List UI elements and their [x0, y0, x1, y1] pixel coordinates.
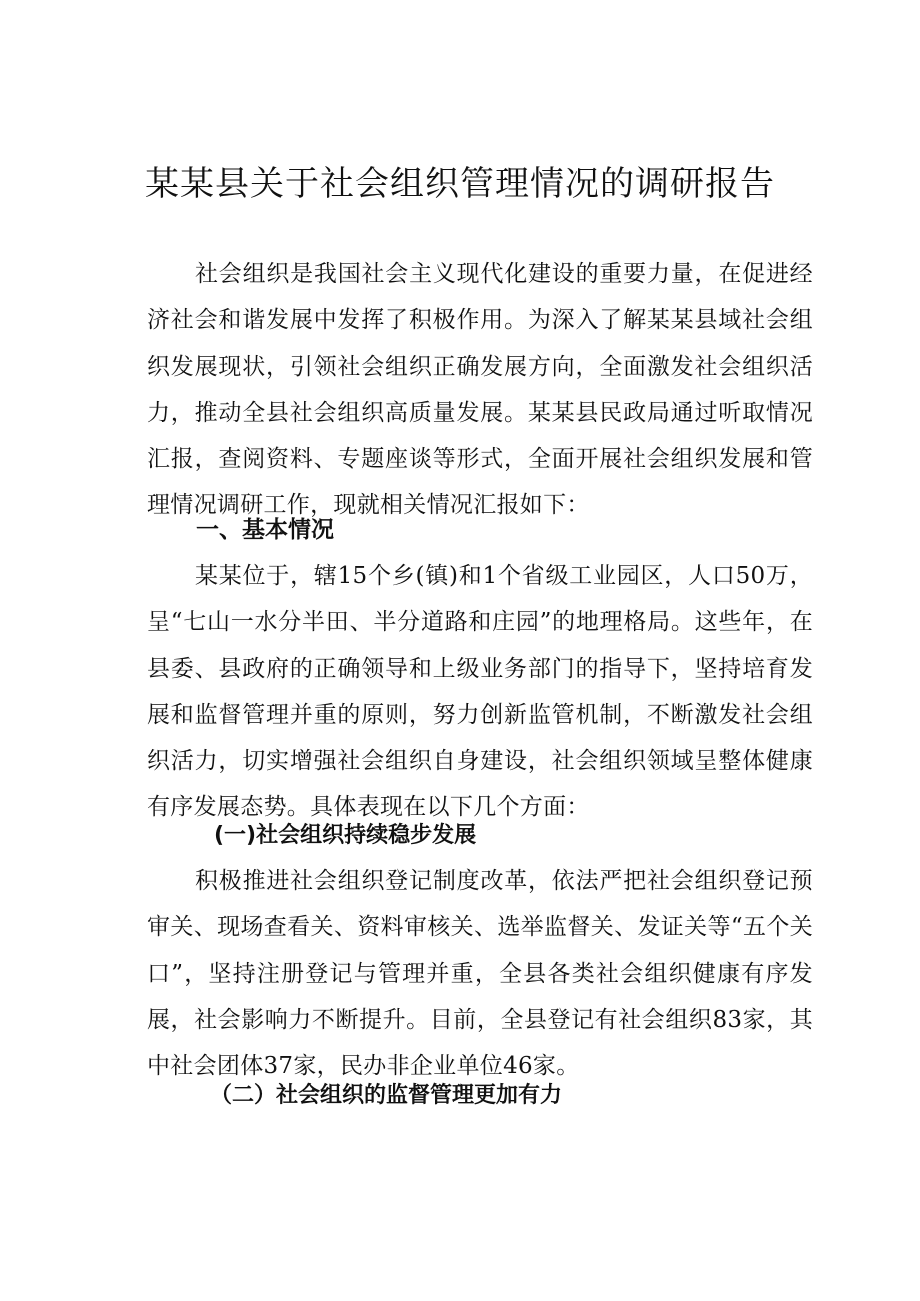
subsection-heading-supervision: （二）社会组织的监督管理更加有力: [210, 1083, 563, 1108]
document-title: 某某县关于社会组织管理情况的调研报告: [145, 164, 775, 204]
steady-development-paragraph: 积极推进社会组织登记制度改革，依法严把社会组织登记预审关、现场查看关、资料审核关、选举监督关、发证关等“五个关口”，坚持注册登记与管理并重，全县各类社会组织健康有序发展，社会影响力不断提升。目前，全县登记有社会组织83家，其中社会团体37家，民办非企业单位46家。: [147, 868, 813, 1080]
basic-info-paragraph: 某某位于，辖15个乡(镇)和1个省级工业园区，人口50万，呈“七山一水分半田、半分道路和庄园”的地理格局。这些年，在县委、县政府的正确领导和上级业务部门的指导下，坚持培育发展和监督管理并重的原则，努力创新监管机制，不断激发社会组织活力，切实增强社会组织自身建设，社会组织领域呈整体健康有序发展态势。具体表现在以下几个方面：: [147, 563, 813, 821]
subsection-heading-steady-development: (一)社会组织持续稳步发展: [214, 823, 477, 848]
intro-paragraph: 社会组织是我国社会主义现代化建设的重要力量，在促进经济社会和谐发展中发挥了积极作用。为深入了解某某县域社会组织发展现状，引领社会组织正确发展方向，全面激发社会组织活力，推动全县社会组织高质量发展。某某县民政局通过听取情况汇报，查阅资料、专题座谈等形式，全面开展社会组织发展和管理情况调研工作，现就相关情况汇报如下：: [147, 261, 813, 519]
section-heading-basic-info: 一、基本情况: [196, 517, 334, 543]
